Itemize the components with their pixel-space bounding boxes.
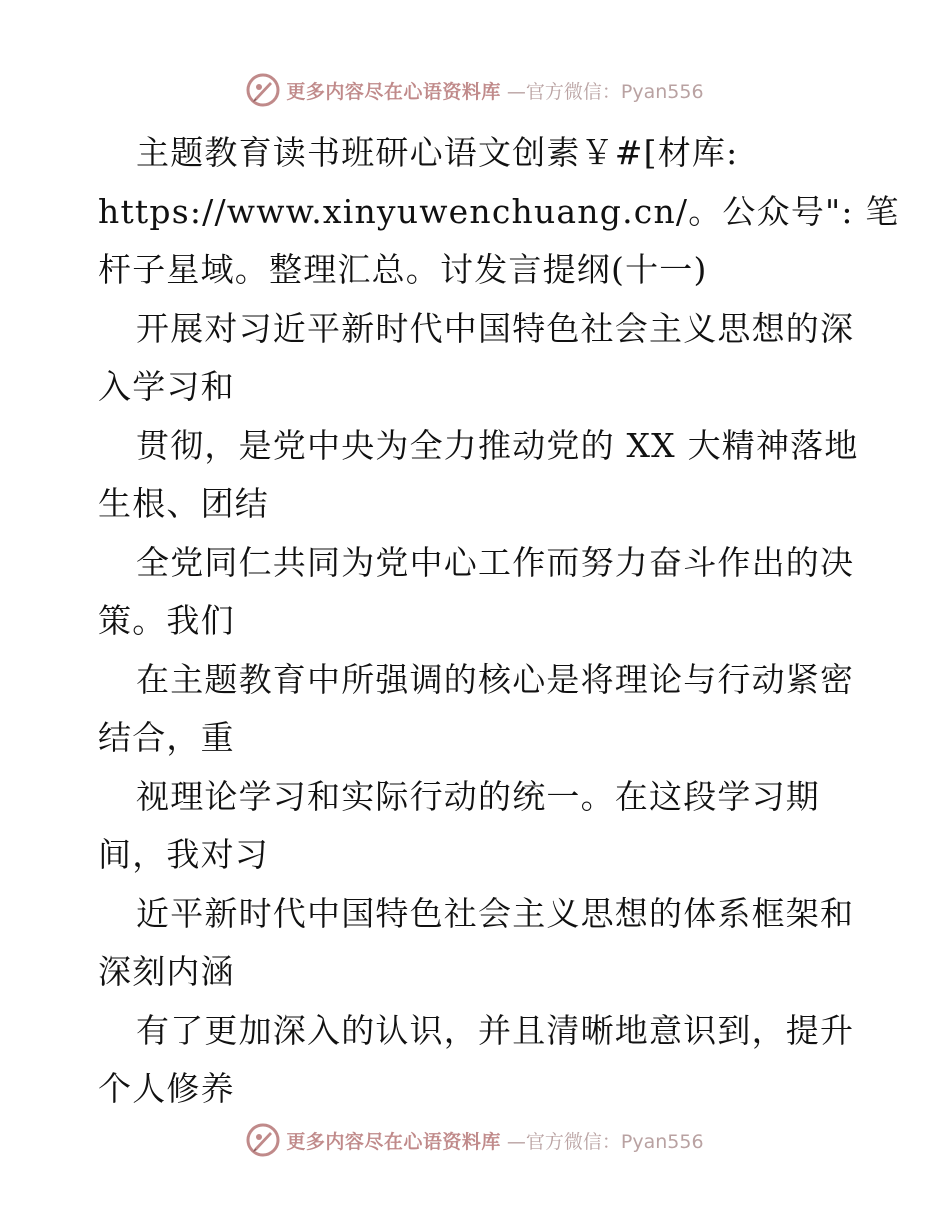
text-line: 开展对习近平新时代中国特色社会主义思想的深 bbox=[136, 308, 855, 348]
text-line: 入学习和 bbox=[98, 367, 235, 406]
quill-logo-icon bbox=[246, 73, 280, 107]
text-line: 杆子星域。整理汇总。讨发言提纲(十一) bbox=[98, 250, 708, 289]
watermark-brand: 更多内容尽在心语资料库 bbox=[286, 1130, 501, 1153]
text-line: https://www.xinyuwenchuang.cn/。公众号": 笔 bbox=[98, 191, 900, 231]
header-watermark bbox=[0, 70, 950, 110]
text-line: 视理论学习和实际行动的统一。在这段学习期 bbox=[136, 776, 820, 816]
text-line: 在主题教育中所强调的核心是将理论与行动紧密 bbox=[136, 659, 855, 699]
text-line: 主题教育读书班研心语文创素￥#[材库: bbox=[136, 133, 739, 172]
watermark-contact: —官方微信：Pyan556 bbox=[506, 80, 704, 103]
text-line: 贯彻，是党中央为全力推动党的 XX 大精神落地 bbox=[136, 425, 859, 465]
text-line: 全党同仁共同为党中心工作而努力奋斗作出的决 bbox=[136, 542, 855, 582]
text-line: 深刻内涵 bbox=[98, 952, 235, 991]
document-body bbox=[98, 124, 900, 1119]
text-line: 间，我对习 bbox=[98, 835, 269, 874]
text-line: 结合，重 bbox=[98, 718, 235, 757]
watermark-brand: 更多内容尽在心语资料库 bbox=[286, 80, 501, 103]
text-line: 个人修养 bbox=[98, 1069, 235, 1108]
text-line: 策。我们 bbox=[98, 601, 235, 640]
footer-watermark bbox=[0, 1120, 950, 1160]
text-line: 生根、团结 bbox=[98, 484, 269, 523]
text-line: 近平新时代中国特色社会主义思想的体系框架和 bbox=[136, 893, 855, 933]
text-line: 有了更加深入的认识，并且清晰地意识到，提升 bbox=[136, 1010, 855, 1050]
quill-logo-icon bbox=[246, 1123, 280, 1157]
watermark-contact: —官方微信：Pyan556 bbox=[506, 1130, 704, 1153]
